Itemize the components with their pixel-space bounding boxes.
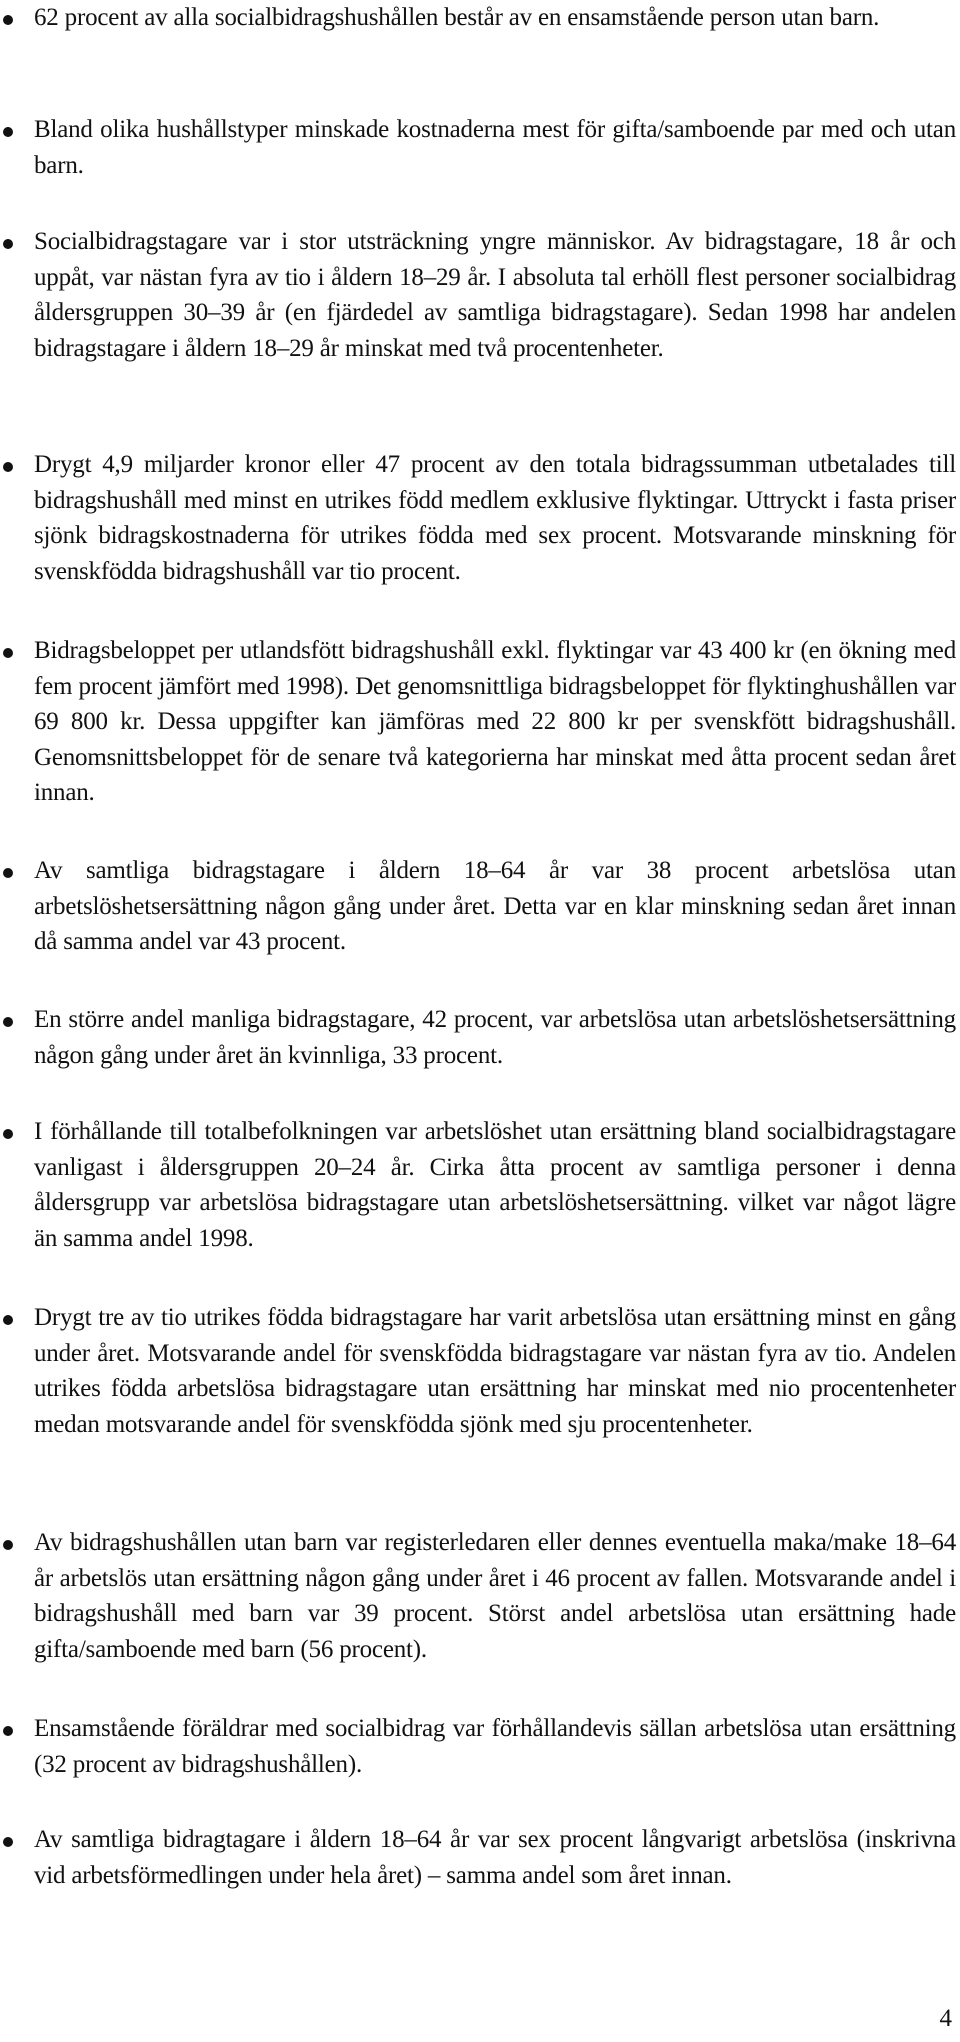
list-item-text: Av bidragshushållen utan barn var registerledaren eller dennes eventuella maka/make 18–64 år arbetslös utan ersättning någon gång under året i 46 procent av fallen. Motsvarande andel i bidragshushåll med barn var 39 procent. Störst andel arbetslösa utan ersättning hade gifta/samboende med barn (56 procent). (34, 1529, 956, 1663)
bullet-icon (3, 239, 13, 249)
list-item-text: Drygt 4,9 miljarder kronor eller 47 procent av den totala bidragssumman utbetalades till bidragshushåll med minst en utrikes född medlem exklusive flyktingar. Uttryckt i fasta priser sjönk bidragskostnaderna för utrikes födda med sex procent. Motsvarande minskning för svenskfödda bidragshushåll var tio procent. (34, 451, 956, 585)
bullet-icon (3, 1129, 13, 1139)
bullet-icon (3, 462, 13, 472)
bullet-icon (3, 15, 13, 25)
bullet-icon (3, 648, 13, 658)
list-item-text: I förhållande till totalbefolkningen var arbetslöshet utan ersättning bland socialbidragstagare vanligast i åldersgruppen 20–24 år. Cirka åtta procent av samtliga personer i denna åldersgrupp var arbetslösa bidragstagare utan arbetslöshetsersättning. vilket var något lägre än samma andel 1998. (34, 1118, 956, 1252)
list-item-text: Drygt tre av tio utrikes födda bidragstagare har varit arbetslösa utan ersättning minst en gång under året. Motsvarande andel för svenskfödda bidragstagare var nästan fyra av tio. Andelen utrikes födda arbetslösa bidragstagare utan ersättning har minskat med nio procentenheter medan motsvarande andel för svenskfödda sjönk med sju procentenheter. (34, 1304, 956, 1438)
bullet-icon (3, 127, 13, 137)
list-item-text: Bidragsbeloppet per utlandsfött bidragshushåll exkl. flyktingar var 43 400 kr (en ökning med fem procent jämfört med 1998). Det genomsnittliga bidragsbeloppet för flyktinghushållen var 69 800 kr. Dessa uppgifter kan jämföras med 22 800 kr per svenskfött bidragshushåll. Genomsnittsbeloppet för de senare två kategorierna har minskat med åtta procent sedan året innan. (34, 637, 956, 806)
bullet-icon (3, 1726, 13, 1736)
list-item-text: Bland olika hushållstyper minskade kostnaderna mest för gifta/samboende par med och utan barn. (34, 116, 956, 179)
bullet-icon (3, 1540, 13, 1550)
bullet-icon (3, 1315, 13, 1325)
list-item-text: Socialbidragstagare var i stor utsträckning yngre människor. Av bidragstagare, 18 år och uppåt, var nästan fyra av tio i åldern 18–29 år. I absoluta tal erhöll flest personer socialbidrag åldersgruppen 30–39 år (en fjärdedel av samtliga bidragstagare). Sedan 1998 har andelen bidragstagare i åldern 18–29 år minskat med två procentenheter. (34, 228, 956, 362)
list-item-text: En större andel manliga bidragstagare, 42 procent, var arbetslösa utan arbetslöshetsersättning någon gång under året än kvinnliga, 33 procent. (34, 1006, 956, 1069)
list-item-text: Av samtliga bidragstagare i åldern 18–64 år var 38 procent arbetslösa utan arbetslöshetsersättning någon gång under året. Detta var en klar minskning sedan året innan då samma andel var 43 procent. (34, 857, 956, 955)
bullet-icon (3, 1017, 13, 1027)
list-item-text: Av samtliga bidragtagare i åldern 18–64 år var sex procent långvarigt arbetslösa (inskrivna vid arbetsförmedlingen under hela året) – samma andel som året innan. (34, 1826, 956, 1889)
page-number: 4 (939, 2005, 952, 2032)
list-item-text: 62 procent av alla socialbidragshushållen består av en ensamstående person utan barn. (34, 4, 880, 31)
bullet-icon (3, 868, 13, 878)
bullet-icon (3, 1837, 13, 1847)
list-item-text: Ensamstående föräldrar med socialbidrag var förhållandevis sällan arbetslösa utan ersättning (32 procent av bidragshushållen). (34, 1715, 956, 1778)
